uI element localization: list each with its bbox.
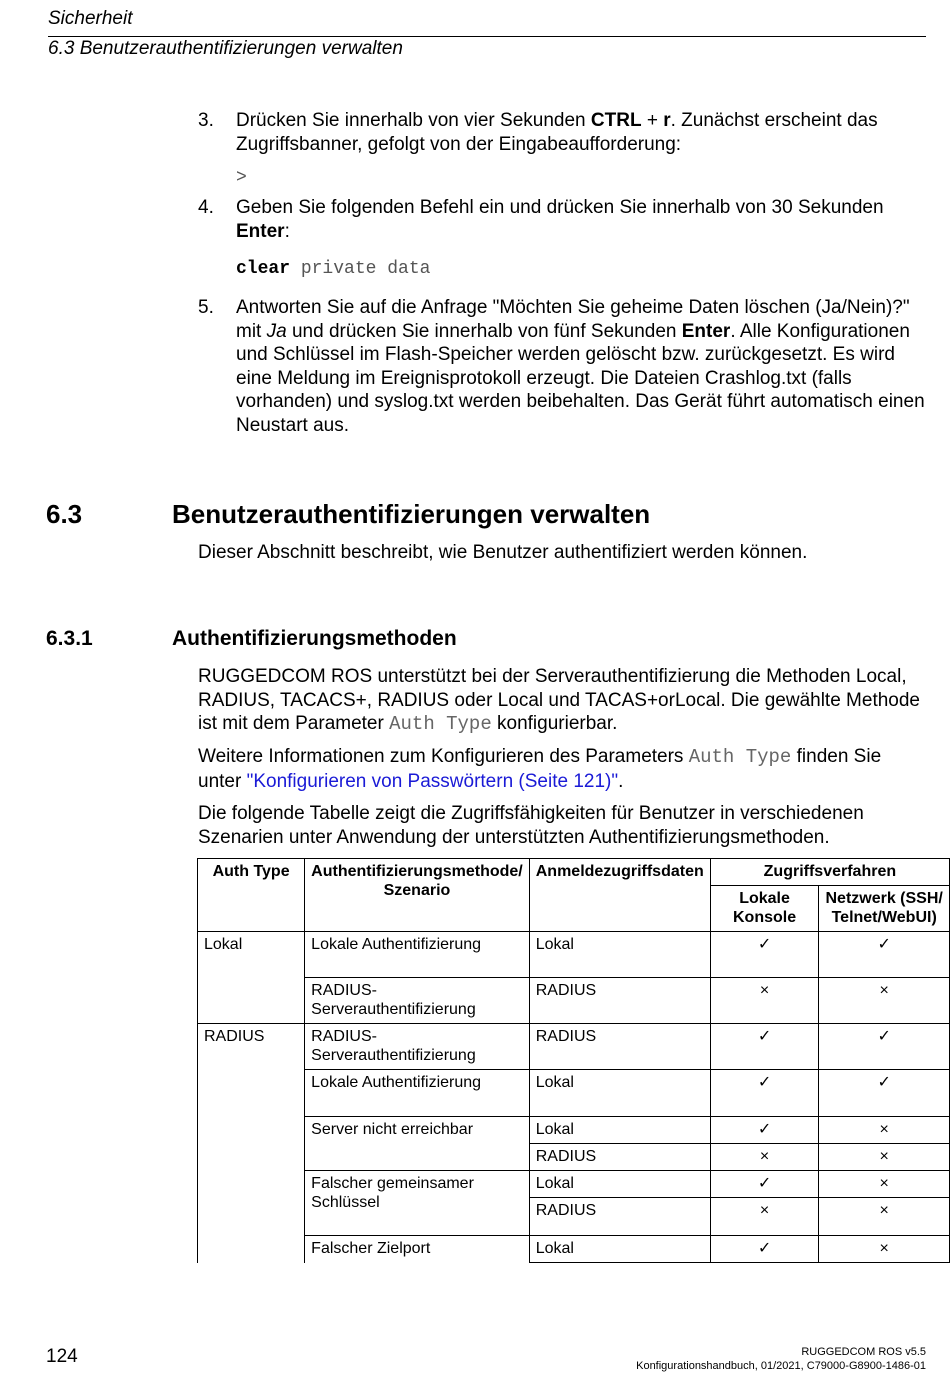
running-header-section: 6.3 Benutzerauthentifizierungen verwalten — [48, 38, 403, 59]
table-row — [198, 978, 950, 1024]
cell-auth: RADIUS — [198, 1024, 305, 1263]
section-number: 6.3 — [46, 499, 83, 529]
cell-method: Lokale Authentifizierung — [305, 932, 530, 978]
step-number: 4. — [198, 197, 214, 218]
cell-cred: Lokal — [529, 932, 710, 978]
table-row — [198, 1171, 950, 1198]
cross-icon: × — [819, 1144, 950, 1171]
step-text: Drücken Sie innerhalb von vier Sekunden CTRL + r. Zunächst erscheint das Zugriffsbanner, gefolgt von der Eingabeaufforderung: — [236, 110, 878, 155]
prompt-code: > — [236, 168, 247, 188]
paragraph-more-info: Weitere Informationen zum Konfigurieren des Parameters Auth Type finden Sie unter "Konfigurieren von Passwörtern (Seite 121)". — [198, 746, 882, 792]
page-number: 124 — [46, 1346, 78, 1367]
cell-cred: RADIUS — [529, 1198, 710, 1236]
subsection-title: Authentifizierungsmethoden — [172, 627, 457, 650]
header-network: Netzwerk (SSH/ Telnet/WebUI) — [819, 886, 950, 932]
cell-cred: Lokal — [529, 1171, 710, 1198]
cell-cred: Lokal — [529, 1070, 710, 1117]
access-table — [197, 858, 950, 1263]
section-title: Benutzerauthentifizierungen verwalten — [172, 499, 651, 529]
inline-code: Auth Type — [688, 746, 792, 768]
running-header-chapter: Sicherheit — [48, 8, 133, 29]
table-row — [198, 1117, 950, 1144]
step-number: 3. — [198, 110, 214, 131]
table-row — [198, 1070, 950, 1117]
cell-method: Falscher gemeinsamer Schlüssel — [305, 1171, 530, 1236]
cell-cred: Lokal — [529, 1117, 710, 1144]
check-icon: ✓ — [710, 1236, 819, 1263]
inline-code: Auth Type — [389, 713, 492, 735]
header-access: Zugriffsverfahren — [710, 859, 949, 886]
cell-method: Server nicht erreichbar — [305, 1117, 530, 1171]
table-row — [198, 932, 950, 978]
cell-method: RADIUS-Serverauthentifizierung — [305, 978, 530, 1024]
footer-document-id: Konfigurationshandbuch, 01/2021, C79000-G8900-1486-01 — [636, 1360, 926, 1372]
paragraph-table-intro: Die folgende Tabelle zeigt die Zugriffsfähigkeiten für Benutzer in verschiedenen Szenarien unter Anwendung der unterstützten Authentifizierungsmethoden. — [198, 803, 864, 848]
table-row — [198, 1236, 950, 1263]
cross-icon: × — [710, 978, 819, 1024]
cross-icon: × — [819, 1236, 950, 1263]
check-icon: ✓ — [710, 1070, 819, 1117]
cross-icon: × — [710, 1198, 819, 1236]
cross-icon: × — [819, 978, 950, 1024]
subsection-number: 6.3.1 — [46, 627, 93, 650]
check-icon: ✓ — [710, 1171, 819, 1198]
cell-auth: Lokal — [198, 932, 305, 1024]
cell-method: Falscher Zielport — [305, 1236, 530, 1263]
check-icon: ✓ — [710, 1117, 819, 1144]
table-row — [198, 1024, 950, 1070]
cross-icon: × — [819, 1198, 950, 1236]
cell-method: Lokale Authentifizierung — [305, 1070, 530, 1117]
cross-icon: × — [710, 1144, 819, 1171]
header-auth-type: Auth Type — [198, 859, 305, 932]
step-text: Antworten Sie auf die Anfrage "Möchten Sie geheime Daten löschen (Ja/Nein)?" mit Ja und drücken Sie innerhalb von fünf Sekunden Enter. Alle Konfigurationen und Schlüssel im Flash-Speicher werden gelöscht bzw. zurückgesetzt. Es wird eine Meldung im Ereignisprotokoll erzeugt. Die Dateien Crashlog.txt (falls vorhanden) und syslog.txt werden beibehalten. Das Gerät führt automatisch einen Neustart aus. — [236, 297, 925, 436]
step-number: 5. — [198, 297, 214, 318]
cell-cred: RADIUS — [529, 1144, 710, 1171]
section-intro: Dieser Abschnitt beschreibt, wie Benutzer authentifiziert werden können. — [198, 542, 808, 563]
cell-cred: RADIUS — [529, 978, 710, 1024]
check-icon: ✓ — [710, 932, 819, 978]
header-credentials: Anmeldezugriffsdaten — [529, 859, 710, 932]
cross-icon: × — [819, 1117, 950, 1144]
header-rule — [48, 36, 926, 37]
step-text: Geben Sie folgenden Befehl ein und drücken Sie innerhalb von 30 Sekunden Enter: — [236, 197, 884, 242]
command-code: clear private data — [236, 259, 431, 279]
cell-method: RADIUS-Serverauthentifizierung — [305, 1024, 530, 1070]
footer-product: RUGGEDCOM ROS v5.5 — [801, 1346, 926, 1358]
cross-reference-link[interactable]: "Konfigurieren von Passwörtern (Seite 121)" — [246, 770, 619, 792]
paragraph-methods: RUGGEDCOM ROS unterstützt bei der Serverauthentifizierung die Methoden Local, RADIUS, TACACS+, RADIUS oder Local und TACAS+orLocal. Die gewählte Methode ist mit dem Parameter Auth Type konfigurierbar. — [198, 666, 920, 735]
cell-cred: RADIUS — [529, 1024, 710, 1070]
cell-cred: Lokal — [529, 1236, 710, 1263]
check-icon: ✓ — [819, 932, 950, 978]
header-local-console: Lokale Konsole — [710, 886, 819, 932]
check-icon: ✓ — [710, 1024, 819, 1070]
check-icon: ✓ — [819, 1024, 950, 1070]
check-icon: ✓ — [819, 1070, 950, 1117]
header-method: Authentifizierungsmethode/ Szenario — [305, 859, 530, 932]
cross-icon: × — [819, 1171, 950, 1198]
